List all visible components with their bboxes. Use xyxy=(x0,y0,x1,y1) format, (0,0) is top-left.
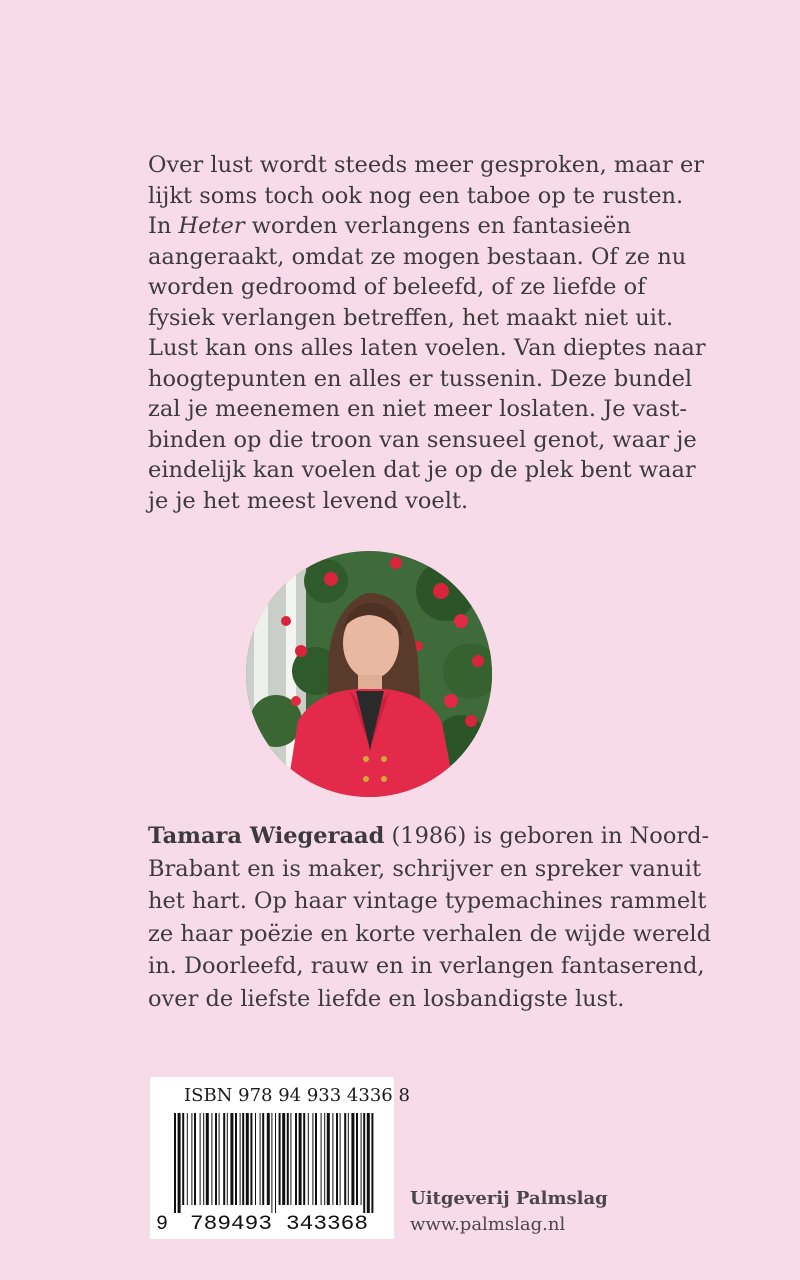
blurb-line: Lust kan ons alles laten voelen. Van dieptes naar xyxy=(148,335,706,361)
bio-line: over de liefste liefde en losbandigste lust. xyxy=(148,985,625,1012)
barcode-bar xyxy=(267,1113,270,1205)
isbn-digit-first: 9 xyxy=(156,1213,169,1236)
publisher-info xyxy=(410,1186,608,1238)
barcode-bar xyxy=(303,1113,305,1205)
barcode-bar xyxy=(240,1113,241,1205)
barcode-bar xyxy=(275,1113,276,1213)
barcode-bar xyxy=(299,1113,302,1205)
barcode-bar xyxy=(340,1113,341,1205)
blurb-line: binden op die troon van sensueel genot, waar je xyxy=(148,426,697,453)
publisher-url[interactable]: www.palmslag.nl xyxy=(410,1214,566,1235)
barcode-bar xyxy=(327,1113,330,1205)
barcode-bar xyxy=(227,1113,228,1205)
back-cover-blurb xyxy=(148,150,706,516)
barcode-bar xyxy=(187,1113,188,1205)
barcode-bar xyxy=(235,1113,237,1205)
barcode-bar xyxy=(211,1113,212,1205)
book-title: Heter xyxy=(178,213,245,239)
author-name: Tamara Wiegeraad xyxy=(148,823,385,849)
blurb-line: je je het meest levend voelt. xyxy=(148,487,469,514)
barcode-bar xyxy=(344,1113,346,1205)
barcode-bar xyxy=(315,1113,317,1205)
barcode-bar xyxy=(255,1113,256,1205)
barcode-bar xyxy=(332,1113,333,1205)
barcode-bar xyxy=(361,1113,362,1205)
blurb-line: fysiek verlangen betreffen, het maakt niet uit. xyxy=(148,304,674,331)
bio-line: het hart. Op haar vintage typemachines rammelt xyxy=(148,888,707,914)
barcode-bar xyxy=(348,1113,349,1205)
isbn-label: ISBN 978 94 933 4336 8 xyxy=(184,1085,410,1106)
bio-line xyxy=(148,820,710,853)
publisher-name: Uitgeverij Palmslag xyxy=(410,1188,608,1209)
barcode-bar xyxy=(279,1113,281,1205)
bio-line: Brabant en is maker, schrijver en spreker vanuit xyxy=(148,855,702,882)
bio-line-rest: (1986) is geboren in Noord- xyxy=(384,823,710,849)
barcode-bar xyxy=(250,1113,252,1205)
bio-line: in. Doorleefd, rauw en in verlangen fantaserend, xyxy=(148,953,705,979)
barcode-bar xyxy=(223,1113,225,1205)
barcode-bar xyxy=(230,1113,233,1205)
blurb-line xyxy=(148,211,668,242)
blurb-line: zal je meenemen en niet meer loslaten. Je vast- xyxy=(148,396,688,422)
blurb-line: Over lust wordt steeds meer gesproken, maar er xyxy=(148,152,705,178)
blurb-line: aangeraakt, omdat ze mogen bestaan. Of ze nu xyxy=(148,243,687,270)
isbn-digit-group-right: 343368 xyxy=(286,1213,368,1236)
barcode-bar xyxy=(282,1113,285,1205)
barcode-bar xyxy=(336,1113,338,1205)
barcode-bar xyxy=(371,1113,373,1213)
barcode-bar xyxy=(308,1113,309,1205)
blurb-line: eindelijk kan voelen dat je op de plek bent waar xyxy=(148,457,696,483)
isbn-barcode xyxy=(150,1077,410,1239)
barcode-bar xyxy=(262,1113,264,1205)
barcode-bar xyxy=(178,1113,181,1213)
barcode-bar xyxy=(363,1113,365,1213)
barcode-bar xyxy=(215,1113,217,1205)
blurb-line-prefix: In xyxy=(148,213,172,239)
bio-line: ze haar poëzie en korte verhalen de wijde wereld xyxy=(148,920,711,947)
blurb-line: worden gedroomd of beleefd, of ze liefde of xyxy=(148,274,646,300)
author-bio xyxy=(148,820,711,1015)
barcode-bar xyxy=(206,1113,209,1205)
barcode-bar xyxy=(271,1113,272,1213)
barcode-graphic xyxy=(150,1111,394,1239)
barcode-bar xyxy=(287,1113,289,1205)
barcode-bar xyxy=(295,1113,297,1205)
blurb-line: lijkt soms toch ook nog een taboe op te rusten. xyxy=(148,182,684,209)
blurb-line: hoogtepunten en alles er tussenin. Deze bundel xyxy=(148,365,693,392)
barcode-bar xyxy=(312,1113,313,1205)
barcode-bar xyxy=(203,1113,204,1205)
barcode-bar xyxy=(321,1113,322,1205)
barcode-bar xyxy=(194,1113,196,1205)
barcode-bar xyxy=(290,1113,291,1205)
barcode-bar xyxy=(351,1113,354,1205)
barcode-bar xyxy=(174,1113,176,1213)
barcode-bar xyxy=(182,1113,184,1205)
barcode-bar xyxy=(246,1113,249,1205)
isbn-digit-group-left: 789493 xyxy=(190,1213,272,1236)
barcode-bar xyxy=(219,1113,220,1205)
blurb-line-rest: worden verlangens en fantasieën xyxy=(251,213,631,239)
barcode-bar xyxy=(242,1113,244,1205)
barcode-bar xyxy=(356,1113,358,1205)
barcode-bar xyxy=(367,1113,370,1213)
author-photo xyxy=(246,551,492,797)
barcode-bar xyxy=(260,1113,261,1205)
barcode-bar xyxy=(191,1113,192,1205)
barcode-bar xyxy=(200,1113,201,1205)
barcode-bar xyxy=(324,1113,325,1205)
